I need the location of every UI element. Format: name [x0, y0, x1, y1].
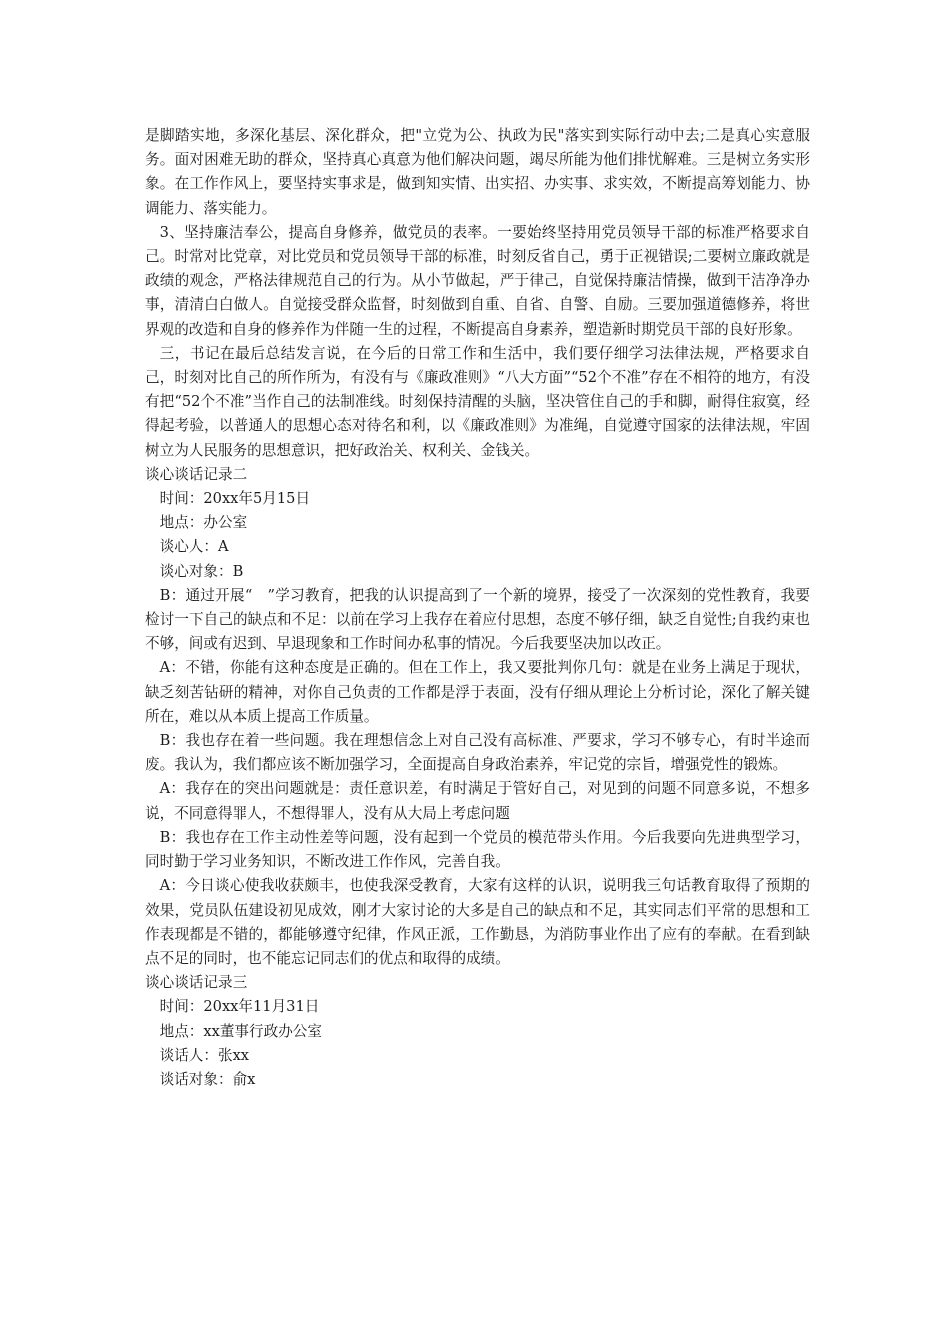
record-3-target: 谈话对象：俞x [159, 1070, 256, 1088]
paragraph-summary: 三，书记在最后总结发言说，在今后的日常工作和生活中，我们要仔细学习法律法规，严格要求自己，时刻对比自己的所作所为，有没有与《廉政准则》“八大方面”“52个不准”存在不相符的地方，有没有把“52个不准”当作自己的法制准线。时刻保持清醒的头脑，坚决管住自己的手和脚，耐得住寂寞，经得起考验，以普通人的思想心态对待名和利，以《廉政准则》为准绳，自觉遵守国家的法律法规，牢固树立为人民服务的思想意识，把好政治关、权利关、金钱关。 [145, 344, 810, 459]
record-2-time: 时间：20xx年5月15日 [159, 490, 311, 508]
dialogue-b-2: B：我也存在着一些问题。我在理想信念上对自己没有高标准、严要求，学习不够专心，有时半途而废。我认为，我们都应该不断加强学习，全面提高自身政治素养，牢记党的宗旨，增强党性的锻炼。 [145, 732, 810, 774]
dialogue-a-3: A：今日谈心使我收获颇丰，也使我深受教育，大家有这样的认识，说明我三句话教育取得了预期的效果，党员队伍建设初见成效，刚才大家讨论的大多是自己的缺点和不足，其实同志们平常的思想和工作表现都是不错的，都能够遵守纪律，作风正派，工作勤恳，为消防事业作出了应有的奉献。在看到缺点不足的同时，也不能忘记同志们的优点和取得的成绩。 [145, 877, 810, 967]
record-3-place: 地点：xx董事行政办公室 [159, 1022, 322, 1040]
dialogue-b-1: B：通过开展“ ”学习教育，把我的认识提高到了一个新的境界，接受了一次深刻的党性教育，我要检讨一下自己的缺点和不足：以前在学习上我存在着应付思想，态度不够仔细，缺乏自觉性;自我约束也不够，间或有迟到、早退现象和工作时间办私事的情况。今后我要坚决加以改正。 [145, 586, 810, 653]
dialogue-a-1: A：不错，你能有这种态度是正确的。但在工作上，我又要批判你几句：就是在业务上满足于现状，缺乏刻苦钻研的精神，对你自己负责的工作都是浮于表面，没有仔细从理论上分析讨论，深化了解关键所在，难以从本质上提高工作质量。 [145, 659, 810, 725]
paragraph-continuation: 是脚踏实地，多深化基层、深化群众，把"立党为公、执政为民"落实到实际行动中去;二是真心实意服务。面对困难无助的群众，坚持真心真意为他们解决问题，竭尽所能为他们排忧解难。三是树立务实形象。在工作作风上，要坚持实事求是，做到知实情、出实招、办实事、求实效，不断提高筹划能力、协调能力、落实能力。 [145, 127, 810, 217]
record-2-speaker: 谈心人：A [159, 538, 229, 556]
dialogue-b-3: B：我也存在工作主动性差等问题，没有起到一个党员的模范带头作用。今后我要向先进典型学习，同时勤于学习业务知识，不断改进工作作风，完善自我。 [145, 828, 810, 871]
section-heading-record-2: 谈心谈话记录二 [145, 465, 248, 483]
record-3-speaker: 谈话人：张xx [159, 1046, 250, 1064]
document-body [145, 124, 810, 1092]
record-2-target: 谈心对象：B [159, 562, 244, 580]
paragraph-point-3: 3、坚持廉洁奉公，提高自身修养，做党员的表率。一要始终坚持用党员领导干部的标准严格要求自己。时常对比党章，对比党员和党员领导干部的标准，时刻反省自己，勇于正视错误;二要树立廉政就是政绩的观念，严格法律规范自己的行为。从小节做起，严于律己，自觉保持廉洁情操，做到干洁净净办事，清清白白做人。自觉接受群众监督，时刻做到自重、自省、自警、自励。三要加强道德修养，将世界观的改造和自身的修养作为伴随一生的过程，不断提高自身素养，塑造新时期党员干部的良好形象。 [145, 223, 810, 338]
dialogue-a-2: A：我存在的突出问题就是：责任意识差，有时满足于管好自己，对见到的问题不同意多说，不想多说，不同意得罪人，不想得罪人，没有从大局上考虑问题 [145, 780, 810, 822]
section-heading-record-3: 谈心谈话记录三 [145, 974, 248, 992]
record-3-time: 时间：20xx年11月31日 [159, 998, 320, 1016]
record-2-place: 地点：办公室 [159, 514, 248, 532]
